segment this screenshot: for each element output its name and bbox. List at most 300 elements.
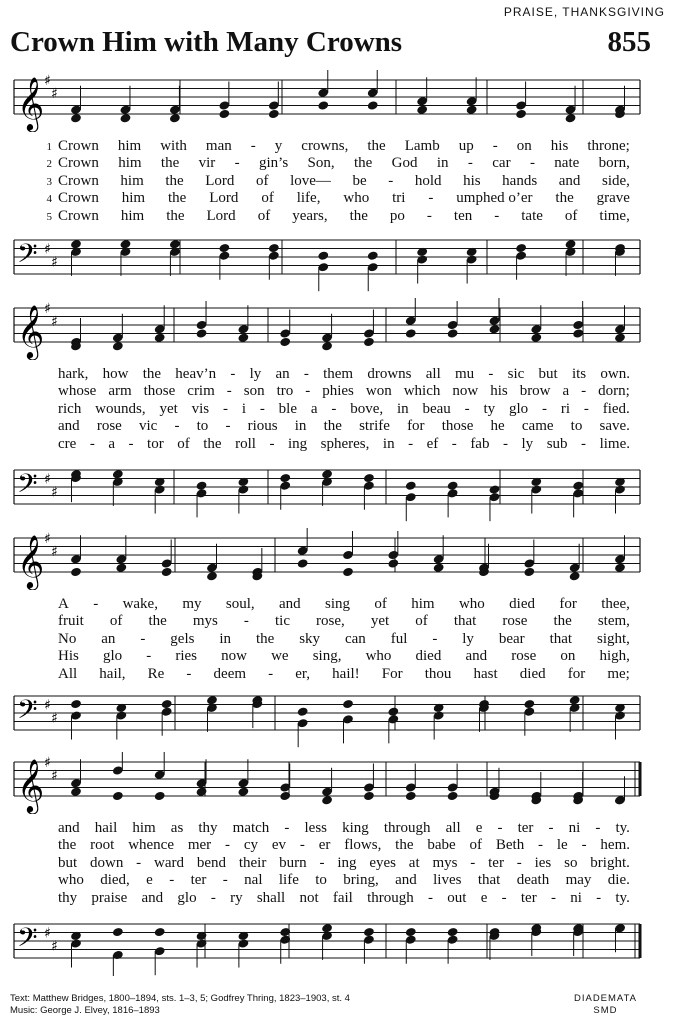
verse-number: 1 — [46, 141, 52, 153]
lyric-syllable: all — [445, 820, 461, 836]
lyric-syllable: deem — [213, 665, 247, 682]
lyric-syllable: shall — [256, 889, 286, 906]
sharp-icon: ♯ — [44, 755, 51, 771]
lyric-syllable: throne; — [587, 138, 630, 154]
lyric-syllable: A — [58, 596, 69, 612]
lyric-syllable: sing, — [312, 648, 342, 665]
lyric-syllable: bend — [196, 854, 226, 871]
lyric-syllable: glo — [102, 648, 123, 665]
lyric-syllable: tro — [276, 383, 294, 400]
lyric-syllable: Crown — [58, 207, 99, 224]
lyric-syllable: - — [516, 854, 522, 871]
lyric-syllable: bove, — [350, 400, 384, 417]
lyric-syllable: of — [415, 613, 428, 630]
treble-staff — [0, 298, 677, 360]
lyric-syllable: - — [243, 613, 249, 630]
note-head — [119, 113, 131, 124]
lyric-syllable: him — [121, 190, 146, 207]
credits — [10, 993, 350, 1017]
verse-text — [58, 155, 630, 172]
note-head — [416, 104, 428, 115]
lyric-syllable: - — [408, 435, 414, 452]
lyric-syllable: For — [381, 665, 403, 682]
lyric-syllable: rose — [511, 648, 537, 665]
lyric-syllable: sing — [325, 596, 351, 612]
note-head — [367, 250, 379, 261]
lyric-syllable: wounds, — [95, 400, 146, 417]
lyric-syllable: nal — [244, 872, 263, 889]
lyric-syllable: stem, — [597, 613, 630, 630]
note-head — [317, 100, 329, 111]
lyric-syllable: hark, — [58, 366, 89, 382]
bass-staff — [0, 914, 677, 976]
note-head — [387, 706, 399, 717]
lyric-syllable: i — [241, 400, 246, 417]
lyric-syllable: may — [565, 872, 592, 889]
lyric-syllable: ty. — [615, 820, 630, 836]
lyric-syllable: Re — [147, 665, 165, 682]
lyric-syllable: bright. — [590, 854, 630, 871]
lyric-syllable: - — [174, 418, 180, 435]
lyric-syllable: - — [467, 155, 473, 172]
lyric-syllable: thee, — [601, 596, 630, 612]
lyric-syllable: love— — [290, 172, 331, 189]
lyric-syllable: in — [219, 630, 232, 647]
note-head — [70, 113, 82, 124]
lyric-syllable: life, — [296, 190, 321, 207]
lyric-syllable: lime. — [599, 435, 630, 452]
verse-line — [0, 401, 677, 418]
note-head — [112, 927, 124, 938]
lyric-syllable: rious — [247, 418, 278, 435]
sharp-icon: ♯ — [44, 925, 51, 942]
lyric-syllable: - — [501, 889, 507, 906]
meter: SMD — [593, 1005, 618, 1016]
lyric-syllable: vir — [198, 155, 216, 172]
lyric-syllable: can — [344, 630, 366, 647]
lyric-syllable: that — [453, 613, 477, 630]
verse-text — [58, 190, 630, 207]
lyric-syllable: to — [570, 418, 583, 435]
lyric-syllable: ef — [426, 435, 439, 452]
verse-line — [0, 872, 677, 889]
tune-info — [574, 993, 637, 1017]
note-head — [405, 927, 417, 938]
sharp-icon: ♯ — [51, 313, 58, 330]
lyric-syllable: save. — [599, 418, 630, 435]
lyric-syllable: the — [367, 138, 386, 154]
lyric-syllable: crim — [187, 383, 215, 400]
lyric-syllable: the — [168, 190, 187, 207]
lyric-syllable: son — [243, 383, 265, 400]
note-head — [466, 104, 478, 115]
verse-line — [0, 648, 677, 665]
verse-line — [0, 366, 677, 383]
lyric-syllable: at — [408, 854, 420, 871]
lyric-syllable: tri — [392, 190, 406, 207]
lyric-syllable: be — [352, 172, 367, 189]
lyric-syllable: him — [132, 820, 156, 836]
sharp-icon: ♯ — [44, 73, 51, 89]
treble-clef-icon: 𝄞 — [17, 304, 45, 358]
sharp-icon: ♯ — [44, 241, 51, 258]
lyric-syllable: that — [549, 630, 573, 647]
lyric-syllable: ly — [521, 435, 534, 452]
lyric-syllable: in — [396, 400, 409, 417]
lyric-syllable: - — [268, 665, 274, 682]
sharp-icon: ♯ — [51, 254, 58, 271]
lyric-syllable: its — [571, 366, 587, 382]
lyric-syllable: - — [222, 400, 228, 417]
lyric-syllable: in — [294, 418, 307, 435]
lyric-syllable: ing — [287, 435, 308, 452]
bass-staff — [0, 460, 677, 522]
lyric-syllable: who — [343, 190, 370, 207]
lyric-syllable: ries — [175, 648, 198, 665]
lyric-syllable: eyes — [369, 854, 396, 871]
lyric-syllable: ry — [230, 889, 243, 906]
hymnal-category: PRAISE, THANKSGIVING — [503, 5, 665, 19]
lyric-syllable: a — [562, 383, 570, 400]
lyric-syllable: yet — [370, 613, 390, 630]
lyric-syllable: dorn; — [598, 383, 630, 400]
lyric-syllable: side, — [601, 172, 630, 189]
lyric-syllable: - — [428, 889, 434, 906]
lyric-syllable: - — [225, 837, 231, 854]
note-head — [196, 786, 208, 797]
lyric-syllable: - — [269, 435, 275, 452]
lyric-syllable: of — [177, 435, 190, 452]
lyric-syllable: - — [497, 820, 503, 836]
note-head — [405, 480, 417, 491]
note-head — [70, 786, 82, 797]
note-head — [161, 567, 173, 578]
verse-text — [58, 855, 630, 872]
lyric-syllable: mys — [432, 854, 458, 871]
lyric-syllable: ter — [520, 889, 537, 906]
lyrics-block — [0, 820, 677, 907]
lyric-syllable: tor — [147, 435, 164, 452]
note-head — [279, 473, 291, 484]
lyric-syllable: lives — [433, 872, 462, 889]
bass-clef-icon: 𝄢 — [17, 921, 38, 960]
lyric-syllable: how — [102, 366, 129, 382]
lyric-syllable: - — [303, 366, 309, 382]
music-credit: Music: George J. Elvey, 1816–1893 — [10, 1005, 160, 1016]
lyric-syllable: and — [58, 820, 80, 836]
lyric-syllable: ty — [483, 400, 496, 417]
lyric-syllable: for — [407, 418, 425, 435]
lyric-syllable: and — [395, 872, 417, 889]
lyric-syllable: his — [550, 138, 569, 154]
lyric-syllable: the — [142, 366, 162, 382]
lyric-syllable: whence — [128, 837, 174, 854]
note-head — [447, 480, 459, 491]
lyric-syllable: Crown — [58, 138, 99, 154]
verse-line — [0, 837, 677, 854]
note-head — [405, 328, 417, 339]
lyric-syllable: high, — [599, 648, 630, 665]
lyric-syllable: Lord — [209, 190, 239, 207]
lyric-syllable: who — [58, 872, 84, 889]
lyric-syllable: wake, — [122, 596, 158, 612]
note-head — [268, 243, 280, 254]
lyric-syllable: and — [141, 889, 164, 906]
note-head — [206, 571, 218, 582]
lyric-syllable: up — [458, 138, 474, 154]
lyric-syllable: him — [117, 138, 142, 154]
sharp-icon: ♯ — [51, 543, 58, 560]
bass-clef-icon: 𝄢 — [17, 693, 38, 732]
lyric-syllable: in — [436, 155, 449, 172]
lyric-syllable: man — [205, 138, 232, 154]
lyric-syllable: - — [319, 854, 325, 871]
sharp-icon: ♯ — [44, 697, 51, 714]
hymn-title: Crown Him with Many Crowns — [10, 26, 403, 58]
lyric-syllable: an — [101, 630, 116, 647]
note-head — [447, 927, 459, 938]
text-credit: Text: Matthew Bridges, 1800–1894, sts. 1–3, 5; Godfrey Thring, 1823–1903, st. 4 — [10, 993, 350, 1004]
lyric-syllable: sky — [299, 630, 321, 647]
lyric-syllable: car — [492, 155, 511, 172]
verse-text — [58, 820, 630, 837]
lyric-syllable: vis — [191, 400, 210, 417]
verse-line — [0, 890, 677, 907]
note-head — [218, 243, 230, 254]
verse-text — [58, 173, 630, 190]
lyric-syllable: of — [109, 613, 123, 630]
lyric-syllable: the — [203, 435, 222, 452]
lyric-syllable: hold — [414, 172, 442, 189]
lyric-syllable: hail — [94, 820, 118, 836]
note-head — [565, 239, 577, 250]
lyric-syllable: po — [389, 207, 405, 224]
lyric-syllable: glo — [177, 889, 197, 906]
treble-clef-icon: 𝄞 — [17, 534, 45, 588]
lyric-syllable: - — [494, 207, 500, 224]
verse-text — [58, 436, 630, 453]
lyric-syllable: down — [90, 854, 124, 871]
lyric-syllable: hail, — [99, 665, 126, 682]
lyric-syllable: of — [261, 190, 274, 207]
verse-line — [0, 596, 677, 613]
lyric-syllable: - — [581, 383, 587, 400]
lyric-syllable: with — [160, 138, 187, 154]
lyric-syllable: - — [596, 889, 602, 906]
lyric-syllable: - — [538, 837, 544, 854]
lyric-syllable: sight, — [597, 630, 630, 647]
lyric-syllable: - — [595, 820, 601, 836]
lyric-syllable: ly — [249, 366, 262, 382]
lyric-syllable: All — [58, 665, 78, 682]
lyric-syllable: so — [564, 854, 578, 871]
lyric-syllable: No — [58, 630, 77, 647]
lyric-syllable: - — [583, 400, 589, 417]
lyric-syllable: flows, — [344, 837, 382, 854]
verse-line — [0, 138, 677, 155]
note-head — [321, 469, 333, 480]
lyric-syllable: of — [469, 837, 483, 854]
lyric-syllable: the — [148, 613, 167, 630]
lyric-syllable: of — [564, 207, 578, 224]
lyric-syllable: cre — [58, 435, 77, 452]
lyric-syllable: bear — [498, 630, 525, 647]
lyric-syllable: died — [415, 648, 442, 665]
lyric-syllable: - — [388, 172, 394, 189]
lyric-syllable: of — [256, 172, 269, 189]
lyric-syllable: God — [391, 155, 418, 172]
lyric-syllable: time, — [599, 207, 630, 224]
note-head — [317, 250, 329, 261]
note-head — [572, 328, 584, 339]
lyric-syllable: - — [136, 854, 142, 871]
lyric-syllable: for — [567, 665, 586, 682]
verse-line — [0, 418, 677, 435]
lyric-syllable: ty. — [615, 889, 630, 906]
lyric-syllable: ni — [570, 889, 582, 906]
lyrics-block — [0, 596, 677, 683]
lyric-syllable: soul, — [225, 596, 255, 612]
lyric-syllable: the — [323, 418, 342, 435]
note-head — [523, 699, 535, 710]
verse-text — [58, 613, 630, 630]
verse-number: 2 — [46, 158, 52, 171]
lyric-syllable: him — [118, 155, 142, 172]
lyric-syllable: - — [140, 630, 146, 647]
note-head — [387, 558, 399, 569]
lyric-syllable: who — [365, 648, 392, 665]
lyric-syllable: died, — [100, 872, 130, 889]
lyric-syllable: the — [395, 837, 414, 854]
lyric-syllable: roll — [235, 435, 256, 452]
hymn-number: 855 — [607, 26, 651, 58]
lyric-syllable: the — [166, 207, 185, 224]
lyric-syllable: tic — [274, 613, 290, 630]
lyric-syllable: won — [365, 383, 392, 400]
note-head — [363, 927, 375, 938]
sharp-icon: ♯ — [44, 531, 51, 547]
verse-line — [0, 208, 677, 225]
lyric-syllable: but — [58, 854, 78, 871]
lyrics-block — [0, 138, 677, 225]
lyric-syllable: whose — [58, 383, 97, 400]
lyric-syllable: Lamb — [404, 138, 440, 154]
lyric-syllable: who — [458, 596, 485, 612]
lyric-syllable: all — [425, 366, 441, 382]
lyric-syllable: ly — [462, 630, 474, 647]
bass-clef-icon: 𝄢 — [17, 237, 38, 276]
verse-text — [58, 890, 630, 907]
note-head — [565, 113, 577, 124]
bass-staff — [0, 686, 677, 748]
lyric-syllable: as — [170, 820, 184, 836]
verse-line — [0, 666, 677, 683]
lyric-syllable: and — [278, 596, 301, 612]
note-head — [614, 332, 626, 343]
lyrics-block — [0, 366, 677, 453]
lyric-syllable: beau — [422, 400, 451, 417]
note-head — [321, 341, 333, 352]
lyric-syllable: those — [441, 418, 474, 435]
lyric-syllable: the — [165, 172, 184, 189]
lyric-syllable: grave — [596, 190, 630, 207]
lyric-syllable: their — [238, 854, 267, 871]
lyric-syllable: - — [305, 383, 311, 400]
note-head — [488, 324, 500, 335]
lyric-syllable: ies — [534, 854, 552, 871]
lyric-syllable: on — [560, 648, 576, 665]
lyric-syllable: arm — [108, 383, 132, 400]
verse-text — [58, 208, 630, 225]
lyric-syllable: - — [548, 820, 554, 836]
verse-line — [0, 855, 677, 872]
lyric-syllable: gin’s — [258, 155, 289, 172]
lyric-syllable: rose, — [316, 613, 345, 630]
lyric-syllable: him — [411, 596, 435, 612]
lyric-syllable: Lord — [206, 207, 236, 224]
verse-text — [58, 401, 630, 418]
lyric-syllable: ev — [271, 837, 287, 854]
lyric-syllable: mu — [454, 366, 475, 382]
lyric-syllable: the — [255, 630, 275, 647]
note-head — [154, 791, 166, 802]
lyric-syllable: me; — [607, 665, 630, 682]
lyric-syllable: babe — [427, 837, 456, 854]
note-head — [196, 328, 208, 339]
lyric-syllable: sic — [507, 366, 525, 382]
lyric-syllable: e — [480, 889, 488, 906]
note-head — [447, 791, 459, 802]
note-head — [279, 337, 291, 348]
treble-staff — [0, 528, 677, 590]
lyric-syllable: fruit — [58, 613, 84, 630]
lyric-syllable: and — [558, 172, 581, 189]
lyric-syllable: - — [259, 400, 265, 417]
lyric-syllable: yet — [159, 400, 178, 417]
sharp-icon: ♯ — [51, 85, 58, 102]
lyric-syllable: death — [516, 872, 550, 889]
verse-line — [0, 155, 677, 172]
lyric-syllable: die. — [607, 872, 630, 889]
note-head — [237, 786, 249, 797]
lyric-syllable: hail! — [332, 665, 360, 682]
lyric-syllable: - — [464, 400, 470, 417]
lyric-syllable: ful — [390, 630, 408, 647]
note-head — [342, 699, 354, 710]
note-head — [196, 480, 208, 491]
lyric-syllable: thou — [424, 665, 452, 682]
lyric-syllable: his — [490, 383, 508, 400]
lyric-syllable: years, — [292, 207, 328, 224]
lyric-syllable: the — [349, 207, 368, 224]
lyric-syllable: to — [196, 418, 209, 435]
lyric-syllable: vic — [138, 418, 158, 435]
lyric-syllable: he — [490, 418, 505, 435]
note-head — [218, 109, 230, 120]
lyric-syllable: his — [463, 172, 481, 189]
note-head — [405, 791, 417, 802]
lyric-syllable: Crown — [58, 172, 99, 189]
lyric-syllable: sub — [546, 435, 568, 452]
lyric-syllable: root — [90, 837, 115, 854]
note-head — [169, 239, 181, 250]
lyric-syllable: died — [509, 596, 535, 612]
verse-text — [58, 418, 630, 435]
lyric-syllable: strife — [359, 418, 390, 435]
lyric-syllable: le — [556, 837, 568, 854]
lyric-syllable: life — [278, 872, 299, 889]
lyric-syllable: Crown — [58, 155, 99, 172]
